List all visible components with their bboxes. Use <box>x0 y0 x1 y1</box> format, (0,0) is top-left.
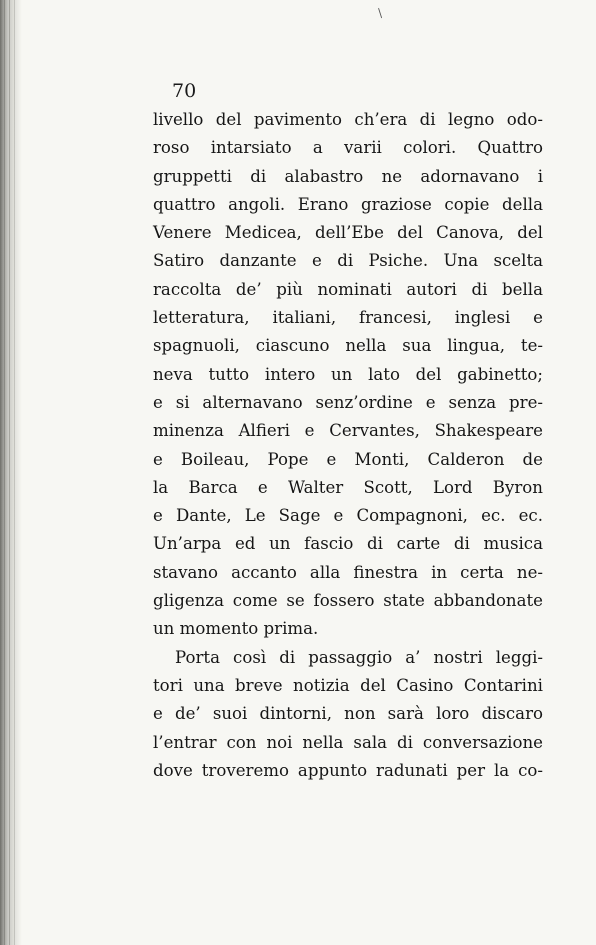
text-line: e si alternavano senz’ordine e senza pre- <box>153 392 543 412</box>
text-line: e Boileau, Pope e Monti, Calderon de <box>153 449 543 469</box>
text-line: un momento prima. <box>153 619 319 639</box>
text-line: minenza Alfieri e Cervantes, Shakespeare <box>153 421 543 441</box>
text-line: gligenza come se fossero state abbandonate <box>153 591 543 611</box>
text-line: spagnuoli, ciascuno nella sua lingua, te- <box>153 336 543 356</box>
gutter-edge-line <box>9 0 10 945</box>
ink-speck: / <box>374 6 386 20</box>
text-line: raccolta de’ più nominati autori di bella <box>153 279 543 299</box>
text-line: Satiro danzante e di Psiche. Una scelta <box>153 251 543 271</box>
text-line: e de’ suoi dintorni, non sarà loro discaro <box>153 704 543 724</box>
text-line: Venere Medicea, dell’Ebe del Canova, del <box>153 223 543 243</box>
text-line: gruppetti di alabastro ne adornavano i <box>153 166 543 186</box>
text-line: quattro angoli. Erano graziose copie della <box>153 194 543 214</box>
text-line: neva tutto intero un lato del gabinetto; <box>153 364 543 384</box>
gutter-edge-line <box>14 0 15 945</box>
text-line: tori una breve notizia del Casino Contarini <box>153 675 543 695</box>
text-line: la Barca e Walter Scott, Lord Byron <box>153 477 543 497</box>
page-number: 70 <box>172 80 197 102</box>
text-line: letteratura, italiani, francesi, inglesi e <box>153 308 543 328</box>
text-line: dove troveremo appunto radunati per la co- <box>153 760 543 780</box>
text-line: roso intarsiato a varii colori. Quattro <box>153 138 543 158</box>
text-line: livello del pavimento ch’era di legno odo- <box>153 110 543 129</box>
text-line: e Dante, Le Sage e Compagnoni, ec. ec. <box>153 506 543 526</box>
body-text <box>153 106 543 785</box>
text-line: Un’arpa ed un fascio di carte di musica <box>153 534 543 554</box>
text-line: l’entrar con noi nella sala di conversazione <box>153 732 543 752</box>
gutter-edge-line <box>4 0 5 945</box>
text-line: Porta così di passaggio a’ nostri leggi- <box>175 647 543 667</box>
text-line: stavano accanto alla finestra in certa ne- <box>153 562 543 582</box>
